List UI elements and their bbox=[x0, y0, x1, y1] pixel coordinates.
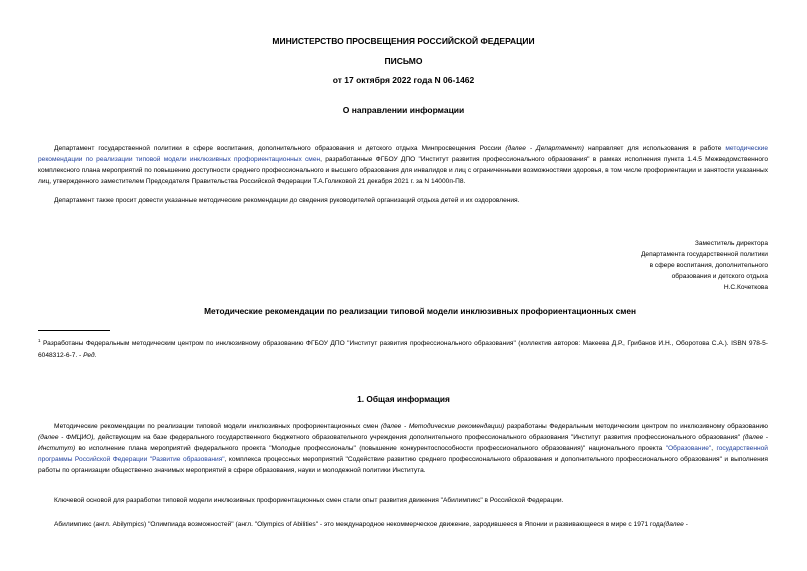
s1p3-text-1: Абилимпикс (англ. Abilympics) "Олимпиада возможностей" (англ. "Olympics of Abilities" - это международное некоммерческое движение, зародившееся в Японии и развивающееся в мире с 1971 года bbox=[54, 521, 664, 528]
footnote-mark: 1 bbox=[38, 337, 41, 343]
section-1-paragraph-1 bbox=[38, 421, 768, 476]
signature-line: Заместитель директора bbox=[694, 240, 768, 247]
p1-text-3: , разработанные ФГБОУ ДПО "Институт развития профессионального образования" в рамках исполнения пункта 1.4.5 Межведомственного комплексного плана мероприятий по повышению доступности среднего профессионального и высшего образования для инвалидов и лиц с ограниченными возможностями здоровья, в том числе профориентации и занятости указанных лиц, утвержденного заместителем Председателя Правительства Российской Федерации Т.А.Голиковой 21 декабря 2021 г. за N 14000п-П8. bbox=[38, 156, 768, 185]
s1p1-abbrev-1: (далее - Методические рекомендации) bbox=[380, 423, 505, 430]
s1p1-text-5: , bbox=[711, 445, 717, 452]
s1p1-text-2: разработаны Федеральным методическим центром по инклюзивному образованию bbox=[504, 423, 768, 430]
letter-paragraph-2: Департамент также просит довести указанные методические рекомендации до сведения руководителей организаций отдыха детей и их оздоровления. bbox=[54, 197, 520, 204]
document-date-number: от 17 октября 2022 года N 06-1462 bbox=[332, 75, 475, 85]
s1p1-abbrev-2: (далее - ФМЦИО), bbox=[38, 434, 96, 441]
p1-text-1: Департамент государственной политики в сфере воспитания, дополнительного образования и детского отдыха Минпросвещения России bbox=[54, 145, 506, 152]
s1p3-abbrev: (далее - bbox=[663, 521, 688, 528]
footnote bbox=[38, 338, 768, 362]
footnote-text: Разработаны Федеральным методическим центром по инклюзивному образованию ФГБОУ ДПО "Институт развития профессионального образования" (коллектив авторов: Макеева Д.Р., Грибанов И.Н., Оборотова С.А.). ISBN 978-5-6048312-6-7. - bbox=[38, 340, 768, 359]
letter-paragraph-1 bbox=[38, 143, 768, 187]
state-program-link[interactable]: государственной программы Российской Федерации "Развитие образования" bbox=[38, 445, 768, 463]
recommendations-link[interactable]: методические рекомендации по реализации типовой модели инклюзивных профориентационных смен bbox=[38, 145, 769, 163]
footnote-separator bbox=[38, 330, 110, 331]
s1p1-text-6: , комплекса процессных мероприятий "Содействие развитию среднего профессионального образования и дополнительного профессионального образования" и выполнения работы по организации общественно значимых мероприятий в сфере образования, науки и молодежной политики Института. bbox=[38, 456, 768, 474]
footnote-editor-mark: Ред. bbox=[83, 352, 97, 359]
signature-block bbox=[560, 238, 768, 293]
section-1-paragraph-2: Ключевой основой для разработки типовой модели инклюзивных профориентационных смен стали опыт развития движения "Абилимпикс" в Российской Федерации. bbox=[54, 497, 564, 504]
signature-name: Н.С.Кочеткова bbox=[723, 284, 768, 291]
p1-abbrev: (далее - Департамент) bbox=[505, 145, 584, 152]
section-1-title: 1. Общая информация bbox=[357, 394, 450, 404]
section-1-paragraph-3 bbox=[38, 519, 768, 530]
s1p1-text-3: действующим на базе федерального государственного бюджетного образовательного учреждения дополнительного профессионального образования "Институт развития профессионального образования" bbox=[95, 434, 743, 441]
s1p1-text-4: во исполнение плана мероприятий федерального проекта "Молодые профессионалы" (повышение конкурентоспособности профессионального образования)" национального проекта bbox=[75, 445, 666, 452]
signature-line: образования и детского отдыха bbox=[671, 273, 768, 280]
s1p1-text-1: Методические рекомендации по реализации типовой модели инклюзивных профориентационных смен bbox=[54, 423, 381, 430]
s1p1-abbrev-3: (далее - Институт) bbox=[38, 434, 769, 452]
signature-line: Департамента государственной политики bbox=[640, 251, 768, 258]
education-project-link[interactable]: "Образование" bbox=[665, 445, 712, 452]
p1-text-2: направляет для использования в работе bbox=[583, 145, 726, 152]
signature-line: в сфере воспитания, дополнительного bbox=[649, 262, 768, 269]
recommendations-title: Методические рекомендации по реализации типовой модели инклюзивных профориентационных смен bbox=[204, 306, 636, 316]
document-subject: О направлении информации bbox=[342, 105, 465, 115]
document-type: ПИСЬМО bbox=[384, 56, 423, 66]
ministry-heading: МИНИСТЕРСТВО ПРОСВЕЩЕНИЯ РОССИЙСКОЙ ФЕДЕРАЦИИ bbox=[272, 36, 535, 46]
